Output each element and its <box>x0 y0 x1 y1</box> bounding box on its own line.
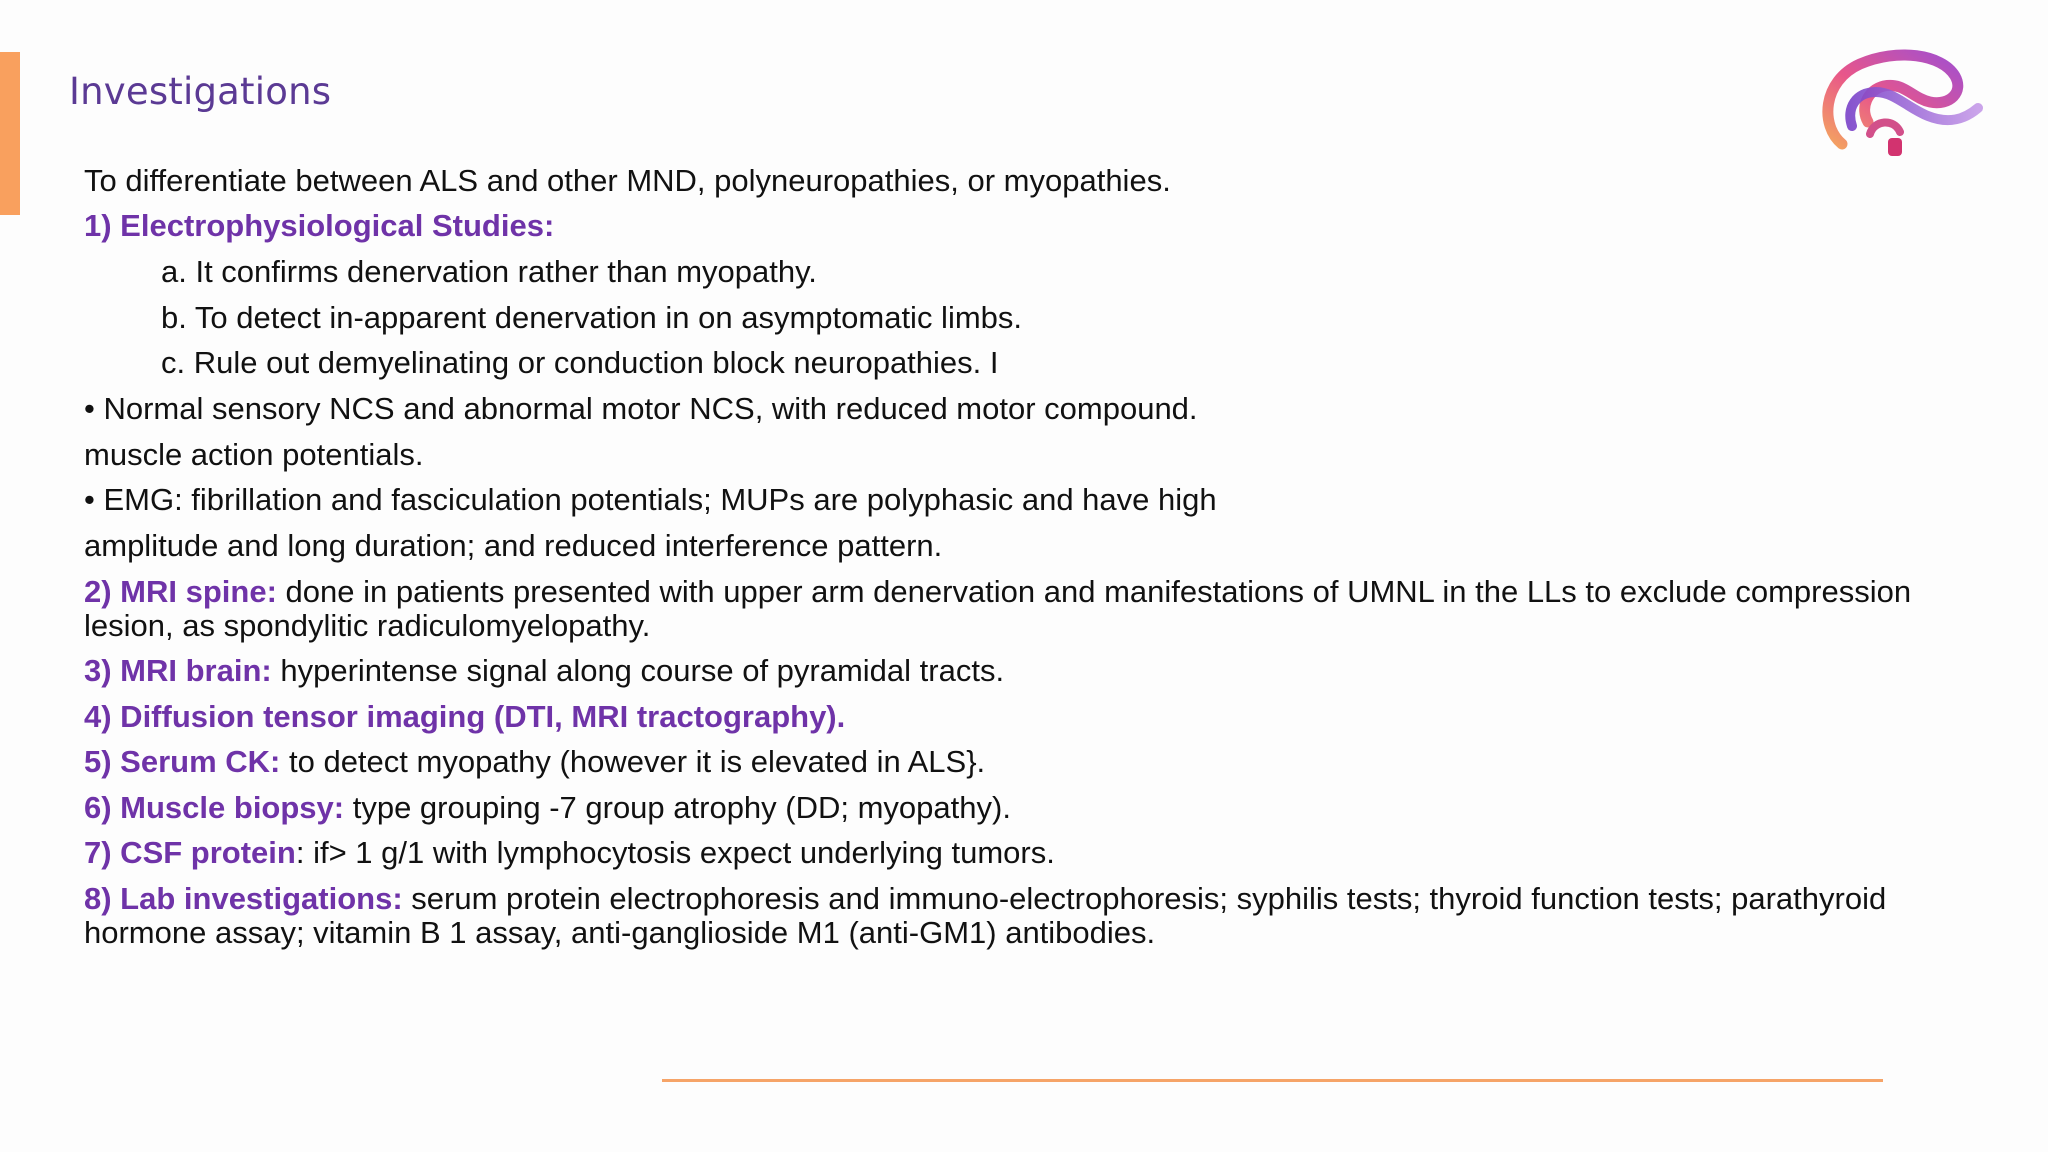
section-7-heading: 7) CSF protein <box>84 835 296 870</box>
section-6-text: type grouping -7 group atrophy (DD; myopathy). <box>344 790 1011 825</box>
section-7-text: : if> 1 g/1 with lymphocytosis expect underlying tumors. <box>295 835 1055 870</box>
section-8 <box>84 882 1984 950</box>
accent-bar <box>0 52 20 215</box>
bullet-emg-continued: amplitude and long duration; and reduced interference pattern. <box>84 528 943 563</box>
section-8-heading: 8) Lab investigations: <box>84 881 403 916</box>
intro-text: To differentiate between ALS and other MND, polyneuropathies, or myopathies. <box>84 163 1171 198</box>
bullet-ncs: • Normal sensory NCS and abnormal motor NCS, with reduced motor compound. <box>84 391 1198 426</box>
section-4-heading: 4) Diffusion tensor imaging (DTI, MRI tractography). <box>84 699 846 734</box>
list-item: a. It confirms denervation rather than myopathy. <box>161 254 817 289</box>
brain-logo-icon <box>1812 46 1984 166</box>
list-item: b. To detect in-apparent denervation in on asymptomatic limbs. <box>161 300 1023 335</box>
section-7 <box>84 836 1055 870</box>
section-3 <box>84 654 1004 688</box>
section-2 <box>84 575 1984 643</box>
bullet-ncs-continued: muscle action potentials. <box>84 437 424 472</box>
section-8-text: serum protein electrophoresis and immuno-electrophoresis; syphilis tests; thyroid function tests; parathyroid hormone assay; vitamin B 1 assay, anti-ganglioside M1 (anti-GM1) antibodies. <box>84 881 1887 950</box>
section-1-heading: 1) Electrophysiological Studies: <box>84 208 555 243</box>
section-6 <box>84 791 1011 825</box>
section-3-heading: 3) MRI brain: <box>84 653 272 688</box>
section-6-heading: 6) Muscle biopsy: <box>84 790 345 825</box>
section-2-text: done in patients presented with upper arm denervation and manifestations of UMNL in the LLs to exclude compression lesion, as spondylitic radiculomyelopathy. <box>84 574 1912 643</box>
page-title: Investigations <box>69 70 332 113</box>
section-5 <box>84 745 985 779</box>
section-3-text: hyperintense signal along course of pyramidal tracts. <box>271 653 1005 688</box>
bullet-emg: • EMG: fibrillation and fasciculation potentials; MUPs are polyphasic and have high <box>84 482 1217 517</box>
section-5-text: to detect myopathy (however it is elevated in ALS}. <box>280 744 986 779</box>
section-5-heading: 5) Serum CK: <box>84 744 281 779</box>
section-2-heading: 2) MRI spine: <box>84 574 277 609</box>
list-item: c. Rule out demyelinating or conduction block neuropathies. I <box>161 345 999 380</box>
bottom-divider <box>662 1079 1883 1082</box>
